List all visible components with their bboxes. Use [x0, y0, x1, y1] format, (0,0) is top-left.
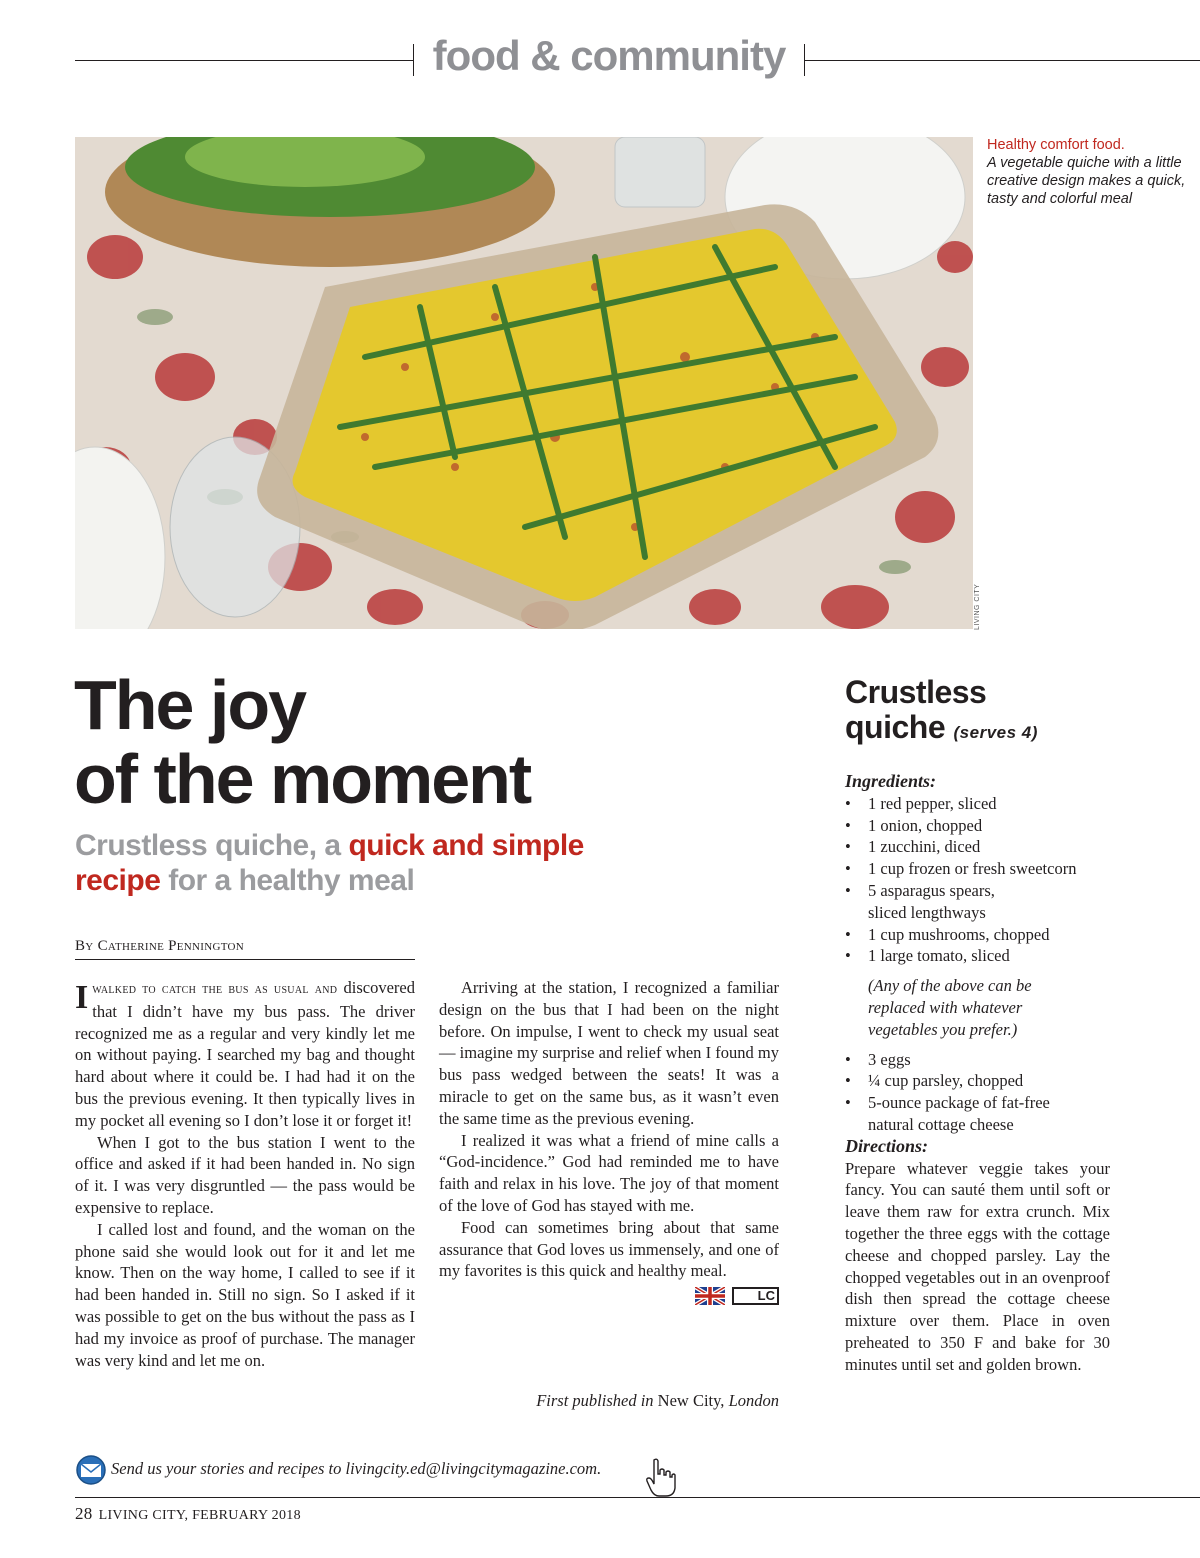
- paragraph: When I got to the bus station I went to the office and asked if it had been handed in. No sign of it. I was very disgruntled — the pass would be expensive to replace.: [75, 1132, 415, 1217]
- byline-author: Catherine Pennington: [97, 938, 245, 954]
- recipe-title: [845, 675, 1185, 750]
- headline: [74, 668, 674, 816]
- header-rule-left: [75, 60, 413, 61]
- page-footer: [75, 1504, 301, 1524]
- headline-line-1: The joy: [74, 666, 306, 744]
- photo-caption: [987, 136, 1187, 208]
- paragraph: I realized it was what a friend of mine calls a “God-incidence.” God had reminded me to have faith and relax in his love. The joy of that moment of the love of God has stayed with me.: [439, 1130, 779, 1215]
- uk-flag-icon: [695, 1287, 725, 1305]
- ingredient-item: • 1 onion, chopped: [845, 815, 1110, 837]
- article-column-2: [439, 977, 779, 1306]
- ingredients-note: (Any of the above can be replaced with whatever vegetables you prefer.): [868, 976, 1032, 1039]
- ingredient-item: • 1 zucchini, diced: [845, 836, 1110, 858]
- subhead-highlight-1: quick and simple: [348, 829, 584, 862]
- paragraph: Arriving at the station, I recognized a familiar design on the bus that I had been on the night before. On impulse, I went to check my usual seat — imagine my surprise and relief when I found my bus pass wedged between the seats! It was a miracle to get on the same bus, as it wasn’t even the same time as the previous evening.: [439, 978, 779, 1128]
- published-city: London: [724, 1391, 779, 1410]
- header-rule-right: [805, 60, 1200, 61]
- caption-lead: Healthy comfort food.: [987, 137, 1125, 153]
- published-source: New City,: [657, 1391, 725, 1410]
- byline-by: By: [75, 938, 98, 954]
- published-prefix: First published in: [536, 1391, 658, 1410]
- directions-heading: Directions:: [845, 1135, 928, 1156]
- published-note: [439, 1391, 779, 1411]
- ingredient-item: • 1 red pepper, sliced: [845, 793, 1110, 815]
- subhead-text-2: for a healthy meal: [160, 864, 415, 897]
- paragraph-text: Food can sometimes bring about that same assurance that God loves us immensely, and one of my favorites is this quick and healthy meal.: [439, 1217, 779, 1281]
- ingredient-item: • 1 cup frozen or fresh sweetcorn: [845, 858, 1110, 880]
- ingredient-item: • 3 eggs: [845, 1049, 1110, 1071]
- section-title: food & community: [432, 32, 786, 79]
- recipe-serves: (serves 4): [953, 723, 1038, 742]
- end-marks: [673, 1284, 779, 1306]
- paragraph: [75, 977, 415, 1132]
- caption-body: A vegetable quiche with a little creative design makes a quick, tasty and colorful meal: [987, 155, 1186, 207]
- ingredient-item: • 1 large tomato, sliced: [845, 945, 1110, 967]
- ingredients-heading: Ingredients:: [845, 771, 937, 791]
- ingredients-list-b: [845, 1049, 1110, 1136]
- footer-rule: [75, 1497, 1200, 1498]
- ingredient-item: • 5-ounce package of fat-free natural cottage cheese: [845, 1092, 1110, 1136]
- drop-cap: I: [75, 979, 89, 1016]
- byline: [75, 938, 415, 960]
- submit-stories-text[interactable]: Send us your stories and recipes to livingcity.ed@livingcitymagazine.com.: [111, 1459, 602, 1478]
- recipe-title-line-2: quiche: [845, 709, 946, 745]
- subheadline: [75, 828, 675, 898]
- lc-logo: LC: [732, 1287, 779, 1305]
- ingredients-list-a: [845, 793, 1110, 967]
- recipe-title-line-1: Crustless: [845, 674, 987, 710]
- email-icon[interactable]: [75, 1455, 107, 1485]
- hand-pointer-icon: [644, 1458, 678, 1498]
- page-number: 28: [75, 1504, 93, 1523]
- paragraph: [439, 1217, 779, 1304]
- article-column-1: [75, 977, 415, 1371]
- paragraph-text: discovered that I didn’t have my bus pass. The driver recognized me as a regular and very kindly let me on without paying. I searched my bag and thought hard about where it could be. I had had it on the bus the previous evening. It then typically lives in my pocket all evening so I don’t lose it or forget it!: [75, 978, 415, 1130]
- publication-info: LIVING CITY, FEBRUARY 2018: [98, 1508, 301, 1523]
- quiche-photo: [75, 137, 973, 629]
- headline-line-2: of the moment: [74, 740, 531, 818]
- subhead-text-1: Crustless quiche, a: [75, 829, 349, 862]
- ingredient-item: • 5 asparagus spears, sliced lengthways: [845, 880, 1110, 924]
- directions-text: Prepare whatever veggie takes your fancy. You can sauté them until soft or leave them raw for extra crunch. Mix together the three eggs with the cottage cheese and chopped parsley. Lay the chopped vegetables out in an ovenproof dish then spread the cottage cheese mixture over them. Place in oven preheated to 350 F and bake for 30 minutes until set and golden brown.: [845, 1158, 1110, 1374]
- photo-credit: LIVING CITY: [974, 583, 981, 630]
- ingredient-item: • ¼ cup parsley, chopped: [845, 1070, 1110, 1092]
- ingredient-item: • 1 cup mushrooms, chopped: [845, 924, 1110, 946]
- paragraph: I called lost and found, and the woman on the phone said she would look out for it and let me know. Then on the way home, I called to see if it had been handed in. Still no sign. So I asked if it was possible to get on the bus without the pass as I had my invoice as proof of purchase. The manager was very kind and let me on.: [75, 1219, 415, 1370]
- recipe-box: [845, 771, 1110, 1376]
- subhead-highlight-2: recipe: [75, 864, 161, 897]
- lead-in: walked to catch the bus as usual and: [92, 982, 338, 997]
